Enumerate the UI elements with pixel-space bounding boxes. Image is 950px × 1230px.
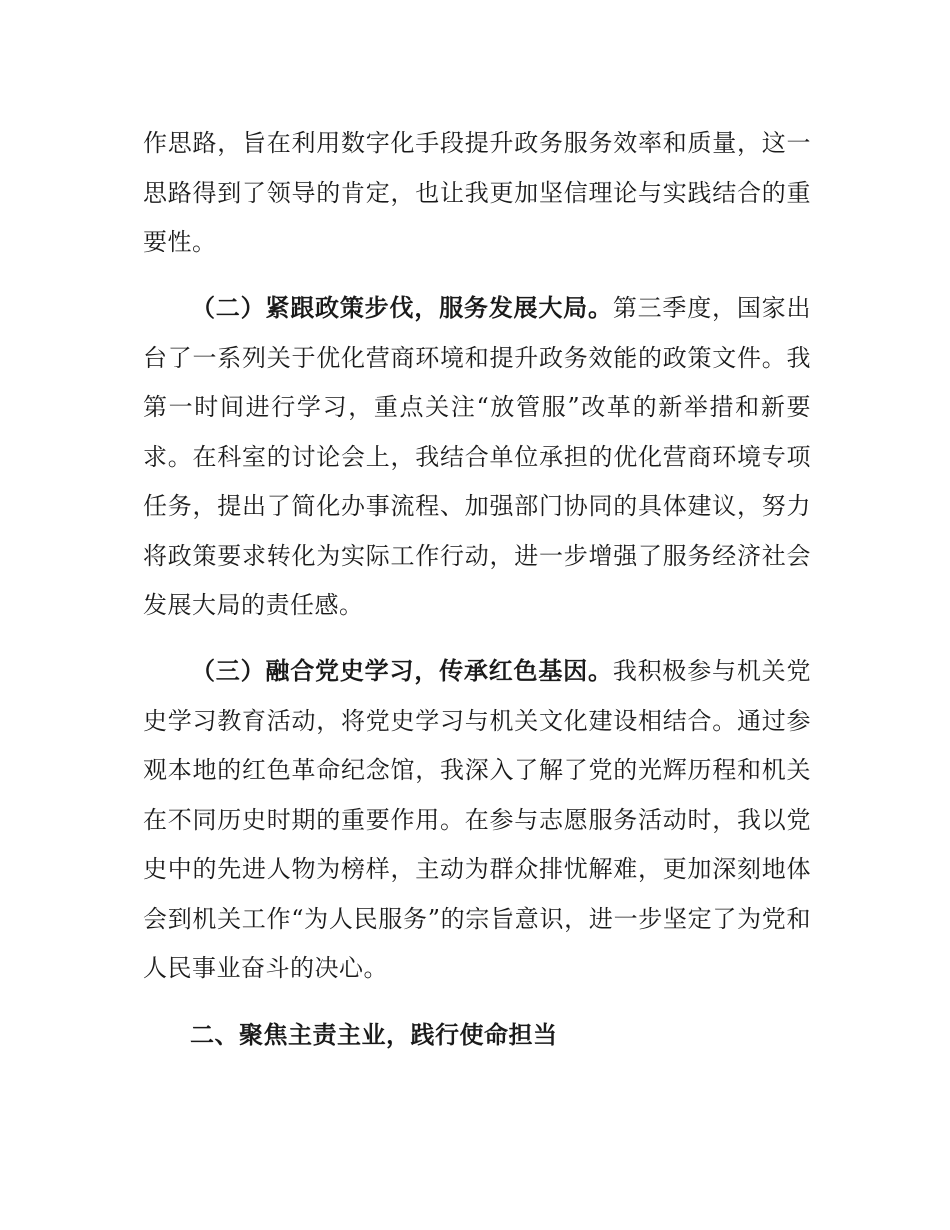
paragraph-lead-heading: （三）融合党史学习，传承红色基因。	[191, 657, 613, 685]
paragraph-policy	[143, 284, 811, 631]
paragraph-continuation	[143, 119, 811, 268]
paragraph-party-history	[143, 647, 811, 994]
paragraph-body	[143, 647, 811, 994]
paragraph-body	[143, 284, 811, 631]
section-heading: 二、聚焦主责主业，践行使命担当	[190, 1021, 558, 1049]
paragraph-text: 我积极参与机关党史学习教育活动，将党史学习与机关文化建设相结合。通过参观本地的红色革命纪念馆，我深入了解了党的光辉历程和机关在不同历史时期的重要作用。在参与志愿服务活动时，我以党史中的先进人物为榜样，主动为群众排忧解难，更加深刻地体会到机关工作“为人民服务”的宗旨意识，进一步坚定了为党和人民事业奋斗的决心。	[143, 657, 811, 982]
paragraph-text: 第三季度，国家出台了一系列关于优化营商环境和提升政务效能的政策文件。我第一时间进行学习，重点关注“放管服”改革的新举措和新要求。在科室的讨论会上，我结合单位承担的优化营商环境专项任务，提出了简化办事流程、加强部门协同的具体建议，努力将政策要求转化为实际工作行动，进一步增强了服务经济社会发展大局的责任感。	[143, 294, 811, 619]
paragraph-text: 作思路，旨在利用数字化手段提升政务服务效率和质量，这一思路得到了领导的肯定，也让我更加坚信理论与实践结合的重要性。	[143, 129, 811, 256]
paragraph-lead-heading: （二）紧跟政策步伐，服务发展大局。	[191, 294, 613, 322]
